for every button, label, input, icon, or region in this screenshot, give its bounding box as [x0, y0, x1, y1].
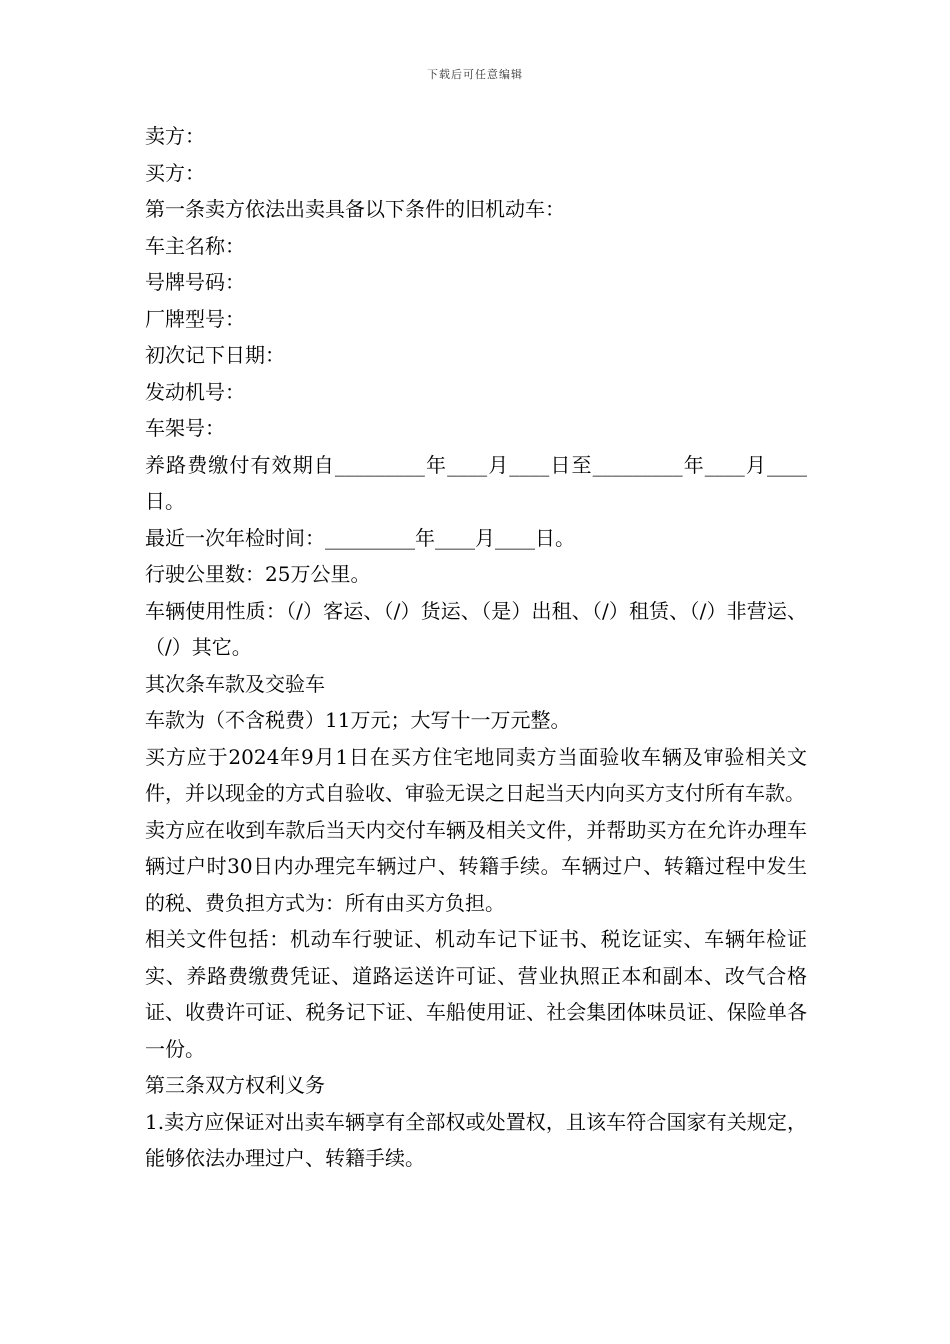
usage-nature-line: 车辆使用性质：（/）客运、（/）货运、（是）出租、（/）租赁、（/）非营运、（/）其它。	[145, 598, 807, 659]
article-three-heading: 第三条双方权利义务	[145, 1073, 325, 1097]
document-body	[145, 118, 807, 1177]
brand-model-line: 厂牌型号：	[145, 306, 245, 331]
article-two-heading: 其次条车款及交验车	[145, 671, 325, 696]
price-line: 车款为（不含税费）11万元；大写十一万元整。	[145, 708, 571, 732]
engine-number-line: 发动机号：	[145, 379, 245, 404]
inspection-payment-paragraph: 买方应于2024年9月1日在买方住宅地同卖方当面验收车辆及审验相关文件，并以现金的方式自验收、审验无误之日起当天内向买方支付所有车款。	[145, 744, 807, 805]
seller-line: 卖方：	[145, 124, 205, 148]
plate-number-line: 号牌号码：	[145, 270, 245, 294]
related-documents-paragraph: 相关文件包括：机动车行驶证、机动车记下证书、税讫证实、车辆年检证实、养路费缴费凭证、道路运送许可证、营业执照正本和副本、改气合格证、收费许可证、税务记下证、车船使用证、社会集团体味员证、保险单各一份。	[145, 927, 807, 1061]
delivery-transfer-paragraph: 卖方应在收到车款后当天内交付车辆及相关文件，并帮助买方在允许办理车辆过户时30日内办理完车辆过户、转籍手续。车辆过户、转籍过程中发生的税、费负担方式为：所有由买方负担。	[145, 817, 807, 915]
annual-inspection-line: 最近一次年检时间：_________年____月____日。	[145, 525, 575, 550]
mileage-line: 行驶公里数：25万公里。	[145, 562, 371, 586]
seller-obligation-paragraph: 1.卖方应保证对出卖车辆享有全部权或处置权，且该车符合国家有关规定，能够依法办理过户、转籍手续。	[145, 1109, 807, 1170]
article-one-heading: 第一条卖方依法出卖具备以下条件的旧机动车：	[145, 197, 565, 221]
first-registration-line: 初次记下日期：	[145, 343, 285, 367]
frame-number-line: 车架号：	[145, 416, 225, 440]
buyer-line: 买方：	[145, 160, 205, 185]
page-header-note: 下载后可任意编辑	[427, 68, 523, 81]
owner-name-line: 车主名称：	[145, 233, 245, 258]
road-fee-period-line: 养路费缴付有效期自_________年____月____日至_________年____月____日。	[145, 452, 807, 513]
